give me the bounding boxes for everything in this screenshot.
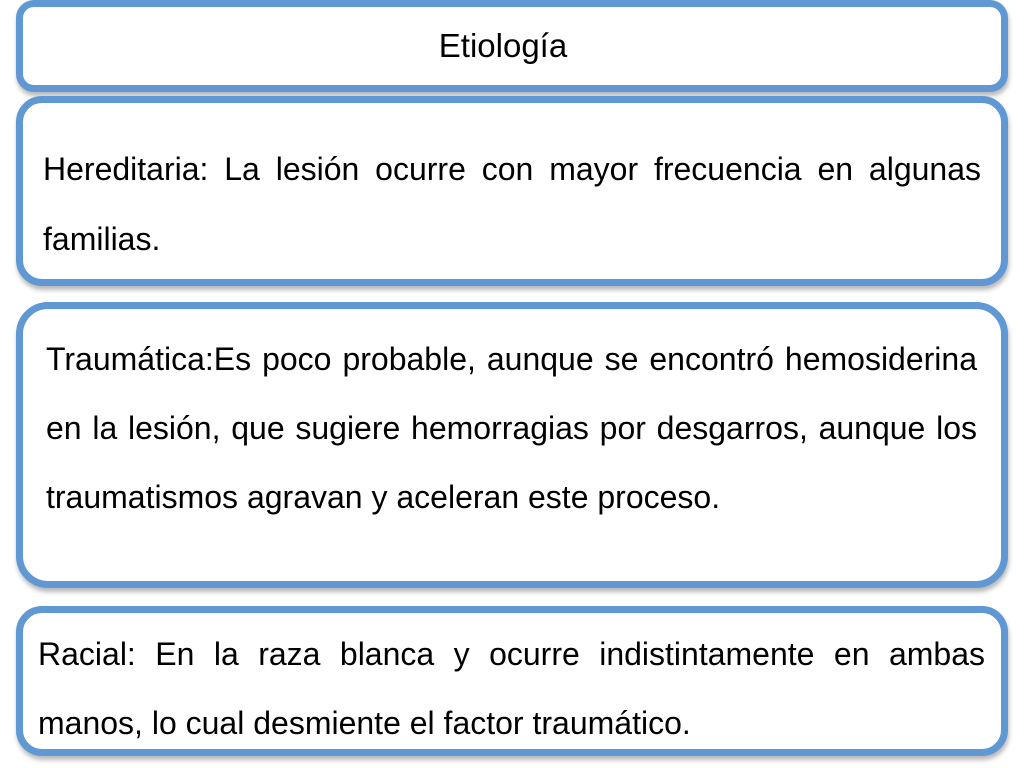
hereditary-etiology-box [16, 96, 1008, 286]
page-title: Etiología [438, 27, 568, 64]
racial-etiology-text: Racial: En la raza blanca y ocurre indistintamente en ambas manos, lo cual desmiente el factor traumático. [38, 636, 985, 741]
traumatic-etiology-box [16, 302, 1008, 588]
racial-etiology-box [16, 606, 1008, 756]
title-box [16, 0, 1008, 92]
hereditary-etiology-text: Hereditaria: La lesión ocurre con mayor frecuencia en algunas familias. [43, 151, 981, 257]
traumatic-etiology-text: Traumática:Es poco probable, aunque se encontró hemosiderina en la lesión, que sugiere hemorragias por desgarros, aunque los traumatismos agravan y aceleran este proceso. [46, 341, 977, 515]
